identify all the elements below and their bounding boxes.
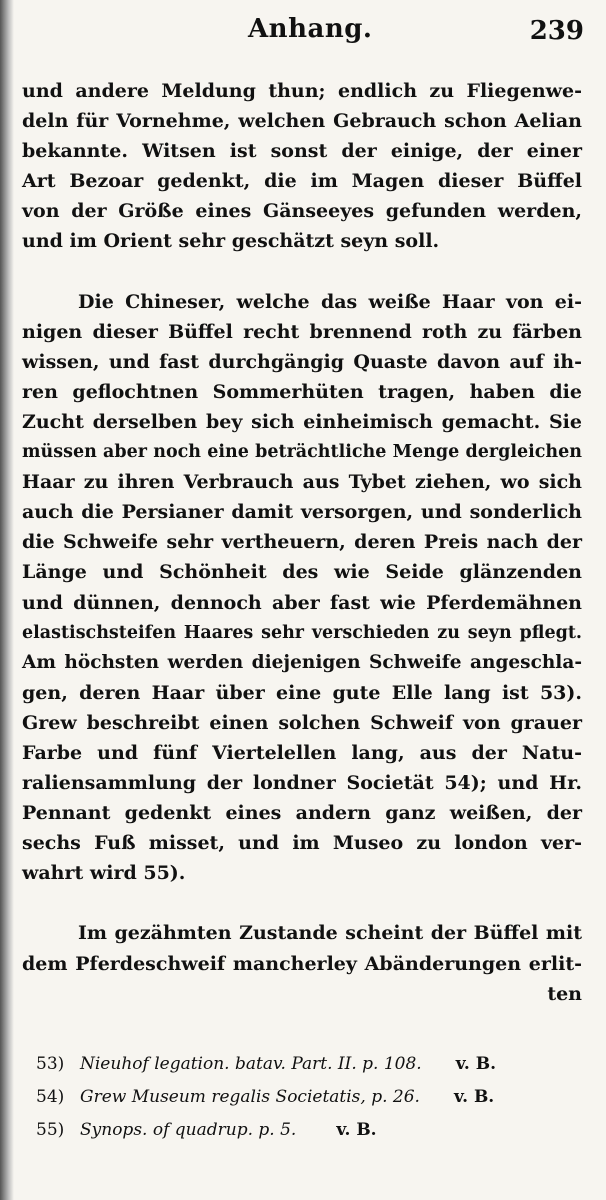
text-line: wahrt wird 55).: [22, 862, 186, 885]
text-line: deln für Vornehme, welchen Gebrauch schon Aelian: [22, 110, 582, 133]
paragraph-gap: [22, 257, 582, 287]
text-line: Im gezähmten Zustande scheint der Büffel mit: [78, 922, 582, 945]
footnotes: [36, 1048, 576, 1147]
body-text: [22, 76, 582, 1009]
footnote: [36, 1048, 576, 1081]
footnote-source: Grew Museum regalis Societatis, p. 26.: [80, 1087, 420, 1107]
footnote-source: Synops. of quadrup. p. 5.: [80, 1120, 297, 1140]
text-line: auch die Persianer damit versorgen, und sonderlich: [22, 501, 582, 524]
text-line: elastischsteifen Haares sehr verschieden zu seyn pflegt.: [22, 622, 582, 643]
text-line: dem Pferdeschweif mancherley Abänderungen erlit-: [22, 952, 582, 975]
text-line: nigen dieser Büffel recht brennend roth zu färben: [22, 320, 582, 343]
text-line: die Schweife sehr vertheuern, deren Preis nach der: [22, 531, 582, 554]
footnote-signature: v. B.: [455, 1054, 497, 1074]
text-line: Pennant gedenkt eines andern ganz weißen, der: [22, 802, 582, 825]
text-line: Haar zu ihren Verbrauch aus Tybet ziehen, wo sich: [22, 471, 582, 494]
text-line: müssen aber noch eine beträchtliche Menge dergleichen: [22, 442, 582, 463]
text-line: raliensammlung der londner Societät 54); und Hr.: [22, 772, 582, 795]
text-line: Zucht derselben bey sich einheimisch gemacht. Sie: [22, 410, 582, 433]
paragraph-gap: [22, 888, 582, 918]
footnote: [36, 1114, 576, 1147]
text-line: und andere Meldung thun; endlich zu Fliegenwe-: [22, 80, 582, 102]
page-header: [0, 14, 606, 50]
footnote-number: 54): [36, 1087, 65, 1107]
text-line: bekannte. Witsen ist sonst der einige, der einer: [22, 140, 582, 163]
text-line: ten: [547, 982, 582, 1005]
footnote-signature: v. B.: [453, 1087, 495, 1107]
text-line: Die Chineser, welche das weiße Haar von ei-: [78, 290, 582, 313]
text-line: und dünnen, dennoch aber fast wie Pferdemähnen: [22, 591, 582, 614]
footnote-number: 53): [36, 1054, 65, 1074]
page-number: 239: [529, 16, 584, 46]
page-gutter-shadow: [0, 0, 14, 1200]
text-line: ren geflochtnen Sommerhüten tragen, haben die: [22, 380, 582, 403]
text-line: Farbe und fünf Viertelellen lang, aus der Natu-: [22, 741, 582, 764]
text-line: von der Größe eines Gänseeyes gefunden werden,: [22, 200, 582, 223]
text-line: Am höchsten werden diejenigen Schweife angeschla-: [22, 651, 582, 673]
footnote: [36, 1081, 576, 1114]
text-line: Länge und Schönheit des wie Seide glänzenden: [22, 561, 582, 584]
text-line: und im Orient sehr geschätzt seyn soll.: [22, 230, 440, 253]
footnote-source: Nieuhof legation. batav. Part. II. p. 108.: [80, 1054, 422, 1074]
text-line: gen, deren Haar über eine gute Elle lang ist 53).: [22, 681, 582, 704]
running-head: Anhang.: [248, 14, 373, 44]
text-line: Art Bezoar gedenkt, die im Magen dieser Büffel: [22, 170, 582, 193]
text-line: Grew beschreibt einen solchen Schweif von grauer: [22, 711, 582, 734]
text-line: sechs Fuß misset, und im Museo zu london ver-: [22, 832, 582, 855]
footnote-number: 55): [36, 1120, 65, 1140]
text-line: wissen, und fast durchgängig Quaste davon auf ih-: [22, 350, 582, 373]
footnote-signature: v. B.: [336, 1120, 377, 1140]
